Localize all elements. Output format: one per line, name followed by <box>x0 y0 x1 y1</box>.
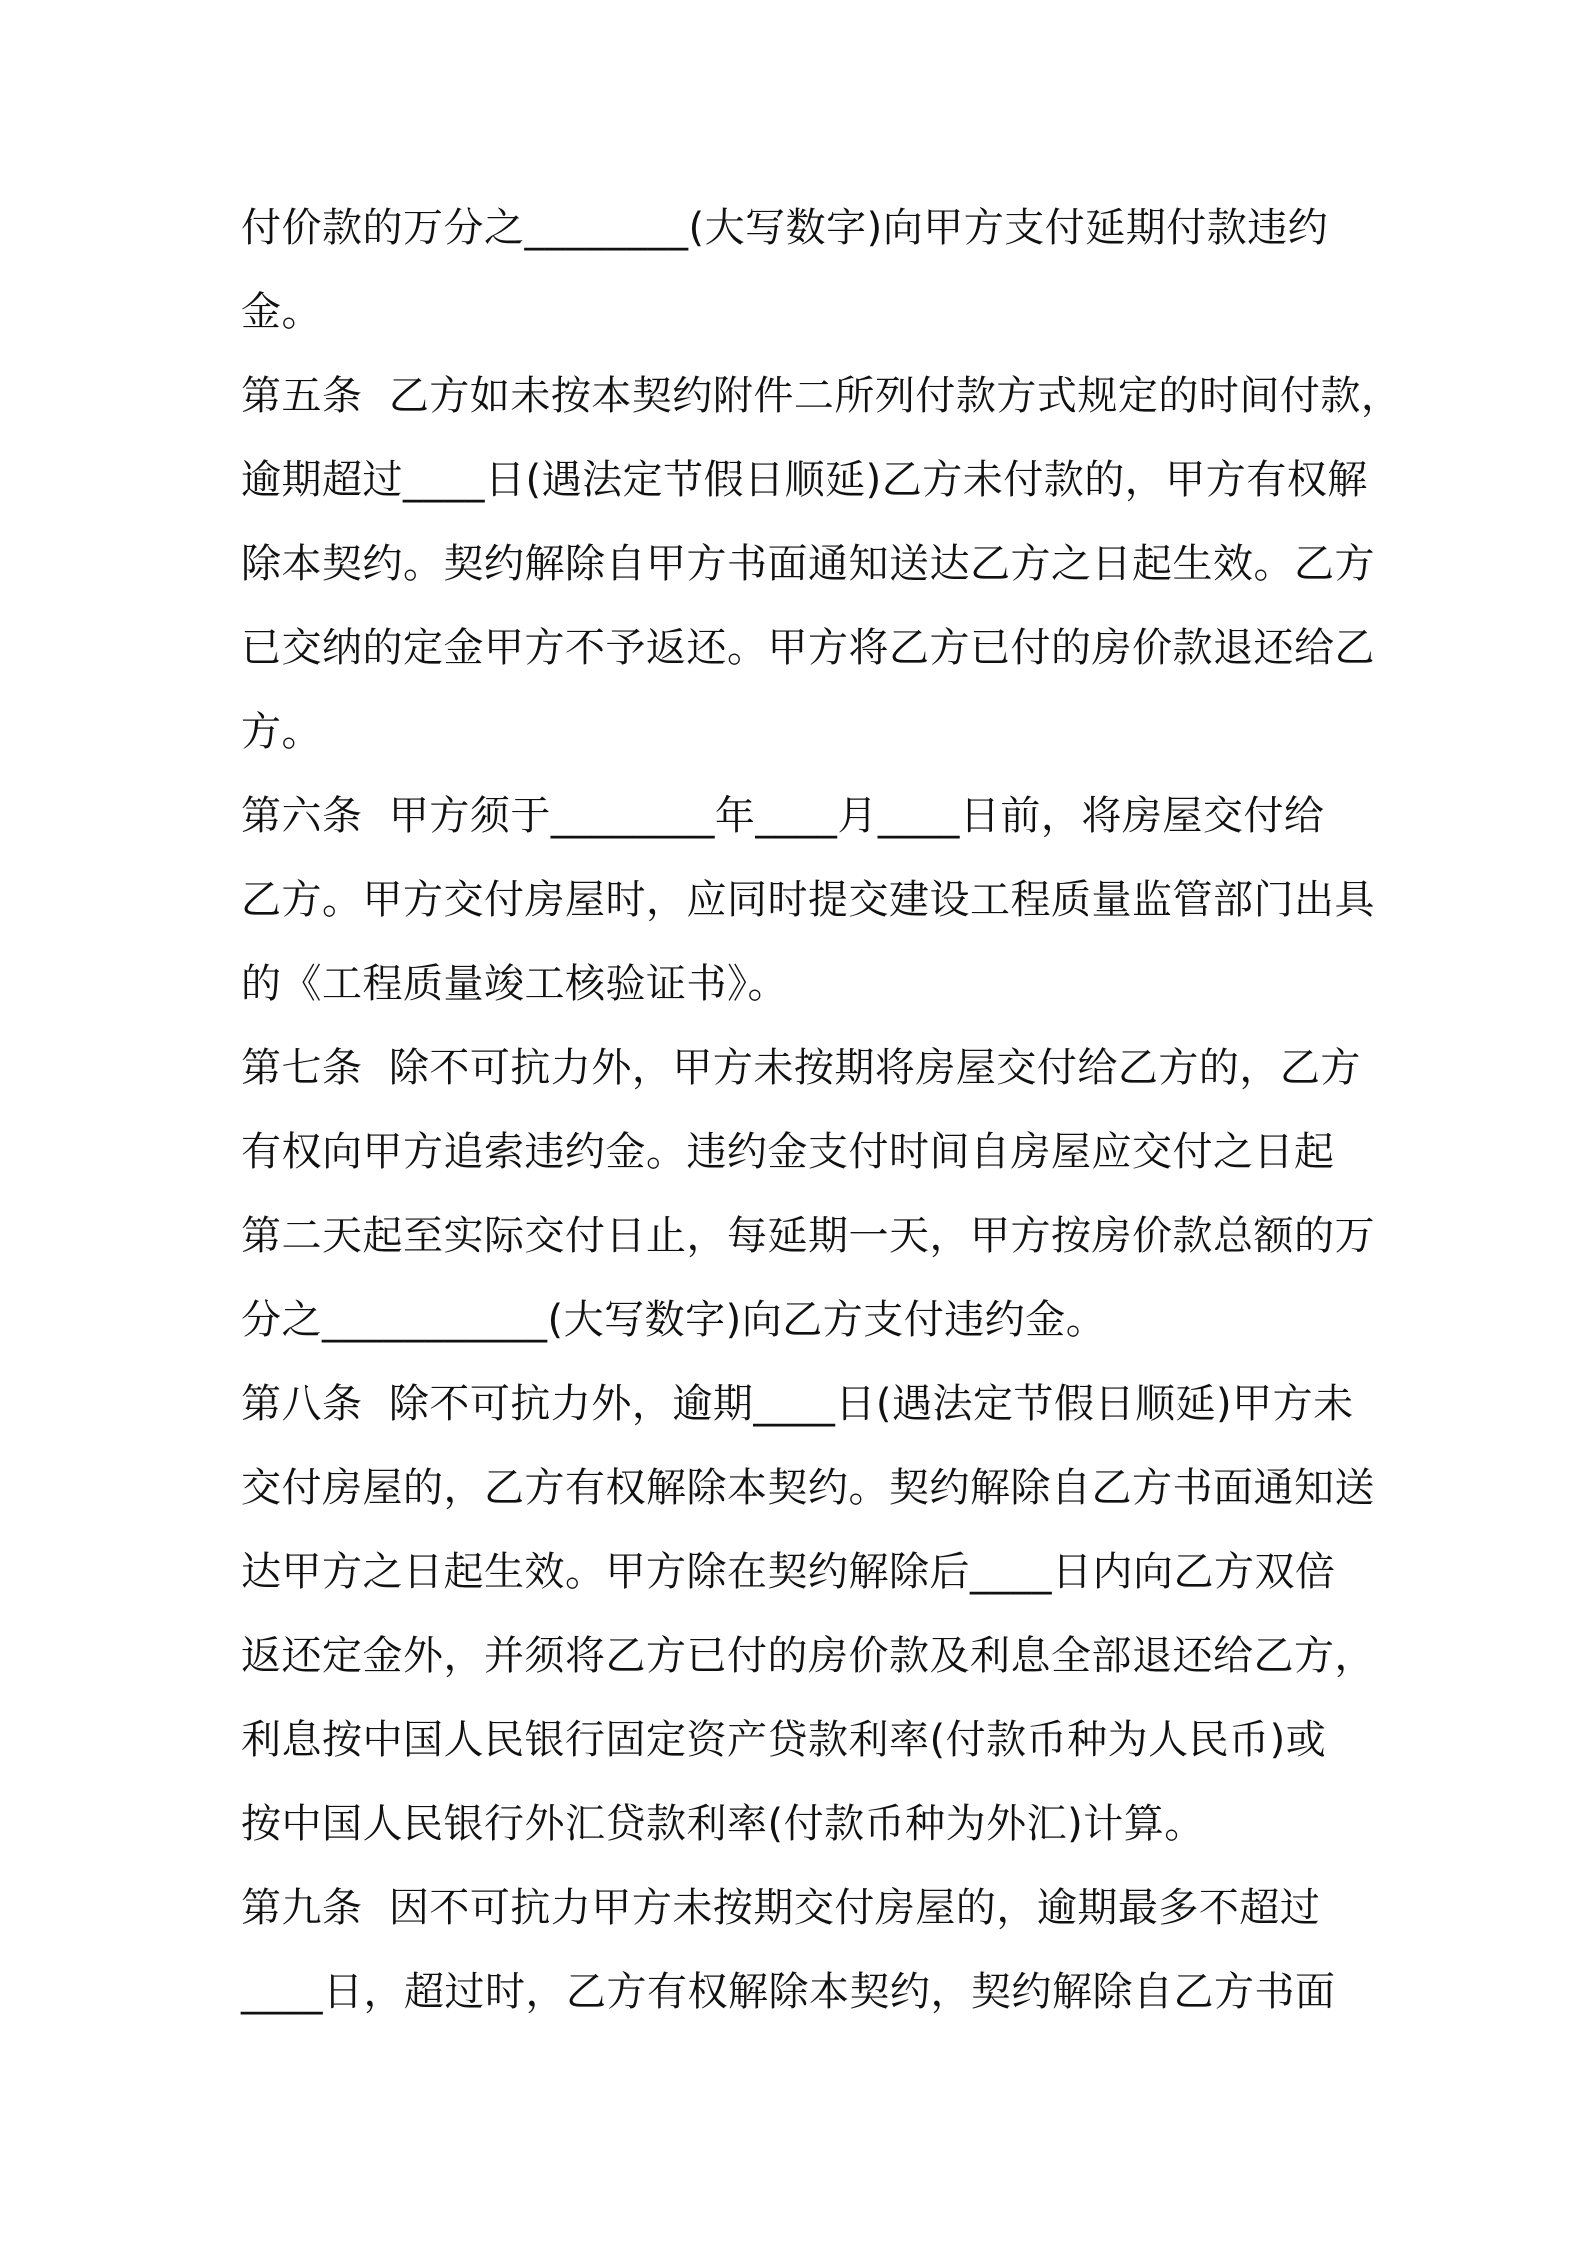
text-line: 达甲方之日起生效。甲方除在契约解除后____日内向乙方双倍 <box>241 1549 1336 1595</box>
text-line: 按中国人民银行外汇贷款利率(付款币种为外汇)计算。 <box>241 1801 1205 1847</box>
article-6-line: 第六条 甲方须于________年____月____日前，将房屋交付给 <box>241 793 1325 839</box>
text-line: 已交纳的定金甲方不予返还。甲方将乙方已付的房价款退还给乙 <box>241 625 1375 671</box>
article-5-line: 第五条 乙方如未按本契约附件二所列付款方式规定的时间付款， <box>241 373 1402 419</box>
text-line: 方。 <box>241 709 322 755</box>
article-8-line: 第八条 除不可抗力外，逾期____日(遇法定节假日顺延)甲方未 <box>241 1381 1354 1427</box>
article-9-line: 第九条 因不可抗力甲方未按期交付房屋的，逾期最多不超过 <box>241 1885 1321 1931</box>
text-line: 交付房屋的，乙方有权解除本契约。契约解除自乙方书面通知送 <box>241 1465 1375 1511</box>
text-line: 第二天起至实际交付日止，每延期一天，甲方按房价款总额的万 <box>241 1213 1375 1259</box>
text-line: 除本契约。契约解除自甲方书面通知送达乙方之日起生效。乙方 <box>241 541 1375 587</box>
text-line: 利息按中国人民银行固定资产贷款利率(付款币种为人民币)或 <box>241 1717 1327 1763</box>
article-7-line: 第七条 除不可抗力外，甲方未按期将房屋交付给乙方的，乙方 <box>241 1045 1361 1091</box>
text-line: 逾期超过____日(遇法定节假日顺延)乙方未付款的，甲方有权解 <box>241 457 1368 503</box>
text-line: 有权向甲方追索违约金。违约金支付时间自房屋应交付之日起 <box>241 1129 1335 1175</box>
text-line: 的《工程质量竣工核验证书》。 <box>241 961 788 1007</box>
text-line: 付价款的万分之________(大写数字)向甲方支付延期付款违约 <box>241 205 1329 251</box>
text-line: 金。 <box>241 289 322 335</box>
text-line: ____日，超过时，乙方有权解除本契约，契约解除自乙方书面 <box>241 1969 1336 2015</box>
text-line: 分之___________(大写数字)向乙方支付违约金。 <box>241 1297 1107 1343</box>
text-line: 返还定金外，并须将乙方已付的房价款及利息全部退还给乙方， <box>241 1633 1375 1679</box>
contract-text <box>241 186 1402 2034</box>
text-line: 乙方。甲方交付房屋时，应同时提交建设工程质量监管部门出具 <box>241 877 1375 923</box>
